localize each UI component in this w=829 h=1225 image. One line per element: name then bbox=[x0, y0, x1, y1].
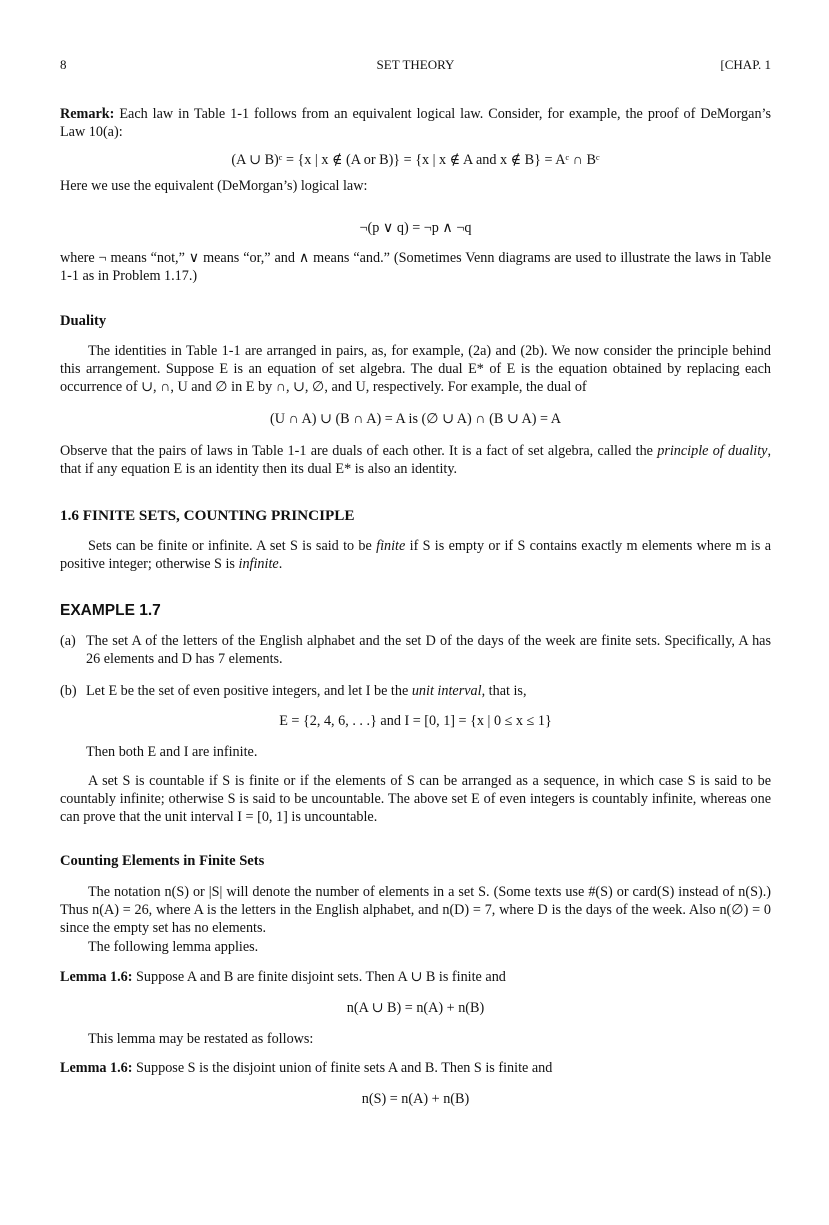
logic-equation: ¬(p ∨ q) = ¬p ∧ ¬q bbox=[359, 220, 472, 236]
header-title: SET THEORY bbox=[376, 57, 455, 72]
chapter-label: [CHAP. 1 bbox=[720, 57, 771, 72]
remark-label: Remark: bbox=[60, 106, 115, 122]
infinite-statement: Then both E and I are infinite. bbox=[86, 744, 258, 760]
duality-equation: (U ∩ A) ∪ (B ∩ A) = A is (∅ ∪ A) ∩ (B ∪ A) = A bbox=[269, 411, 562, 427]
duality-text-b: , that if any equation E is an identity then its dual E* is also an identity. bbox=[60, 443, 771, 477]
finite-sets-paragraph bbox=[60, 537, 771, 573]
item-a-text: The set A of the letters of the English alphabet and the set D of the days of the week are finite sets. Specifically, A has 26 elements and D has 7 elements. bbox=[86, 633, 771, 667]
lemma-2-equation: n(S) = n(A) + n(B) bbox=[361, 1091, 470, 1107]
duality-principle-paragraph bbox=[60, 442, 771, 478]
lemma-2-text: Suppose S is the disjoint union of finite sets A and B. Then S is finite and bbox=[132, 1060, 553, 1076]
item-a-label: (a) bbox=[60, 633, 76, 649]
example-heading: EXAMPLE 1.7 bbox=[60, 602, 161, 619]
item-b-text bbox=[86, 682, 771, 700]
item-b-text-b: , that is, bbox=[481, 683, 527, 699]
lemma-1-text: Suppose A and B are finite disjoint sets. Then A ∪ B is finite and bbox=[132, 969, 506, 985]
example-item-a bbox=[60, 632, 771, 668]
restate-sentence: This lemma may be restated as follows: bbox=[88, 1031, 314, 1047]
page-number: 8 bbox=[60, 57, 67, 72]
demorgan-equation: (A ∪ B)ᶜ = {x | x ∉ (A or B)} = {x | x ∉ A and x ∉ B} = Aᶜ ∩ Bᶜ bbox=[231, 152, 600, 168]
lemma-1-statement bbox=[60, 968, 771, 986]
finite-text-a: Sets can be finite or infinite. A set S is said to be bbox=[88, 538, 377, 554]
lemma-2-label: Lemma 1.6: bbox=[60, 1060, 133, 1076]
finite-text-c: . bbox=[278, 556, 283, 572]
remark-paragraph bbox=[60, 105, 771, 141]
lemma-intro: The following lemma applies. bbox=[88, 939, 259, 955]
remark-text: Each law in Table 1-1 follows from an equivalent logical law. Consider, for example, the proof of DeMorgan’s Law 10(a): bbox=[60, 106, 771, 140]
unit-interval-term: unit interval bbox=[411, 683, 482, 699]
principle-of-duality-term: principle of duality bbox=[657, 443, 768, 459]
lemma-1-label: Lemma 1.6: bbox=[60, 969, 133, 985]
duality-text-a: Observe that the pairs of laws in Table 1-1 are duals of each other. It is a fact of set algebra, called the bbox=[60, 443, 658, 459]
item-b-label: (b) bbox=[60, 683, 77, 699]
remark-explanation: where ¬ means “not,” ∨ means “or,” and ∧ means “and.” (Sometimes Venn diagrams are used to illustrate the laws in Table 1-1 as in Problem 1.17.) bbox=[60, 250, 771, 284]
infinite-term: infinite bbox=[238, 556, 279, 572]
finite-term: finite bbox=[376, 538, 406, 554]
duality-paragraph: The identities in Table 1-1 are arranged in pairs, as, for example, (2a) and (2b). We now consider the principle behind this arrangement. Suppose E is an equation of set algebra. The dual E* of E is the equation obtained by replacing each occurrence of ∪, ∩, U and ∅ in E by ∩, ∪, ∅, and U, respectively. For example, the dual of bbox=[60, 343, 771, 395]
counting-heading: Counting Elements in Finite Sets bbox=[60, 853, 265, 869]
logic-intro: Here we use the equivalent (DeMorgan’s) logical law: bbox=[60, 178, 368, 194]
lemma-1-equation: n(A ∪ B) = n(A) + n(B) bbox=[346, 1000, 485, 1016]
interval-equation: E = {2, 4, 6, . . .} and I = [0, 1] = {x | 0 ≤ x ≤ 1} bbox=[279, 713, 552, 729]
example-item-b bbox=[60, 682, 771, 700]
counting-paragraph: The notation n(S) or |S| will denote the number of elements in a set S. (Some texts use #(S) or card(S) instead of n(S).) Thus n(A) = 26, where A is the letters in the English alphabet, and n(D) = 7, where D is the days of the week. Also n(∅) = 0 since the empty set has no elements. bbox=[60, 884, 771, 936]
duality-heading: Duality bbox=[60, 313, 107, 329]
section-heading: 1.6 FINITE SETS, COUNTING PRINCIPLE bbox=[60, 507, 355, 524]
lemma-2-statement bbox=[60, 1059, 771, 1077]
finite-text-b: if S is empty or if S contains exactly m elements where m is a positive integer; otherwise S is bbox=[60, 538, 771, 572]
countable-paragraph: A set S is countable if S is finite or if the elements of S can be arranged as a sequence, in which case S is said to be countably infinite; otherwise S is said to be uncountable. The above set E of even integers is countably infinite, whereas one can prove that the unit interval I = [0, 1] is uncountable. bbox=[60, 773, 771, 825]
item-b-text-a: Let E be the set of even positive integers, and let I be the bbox=[86, 683, 412, 699]
